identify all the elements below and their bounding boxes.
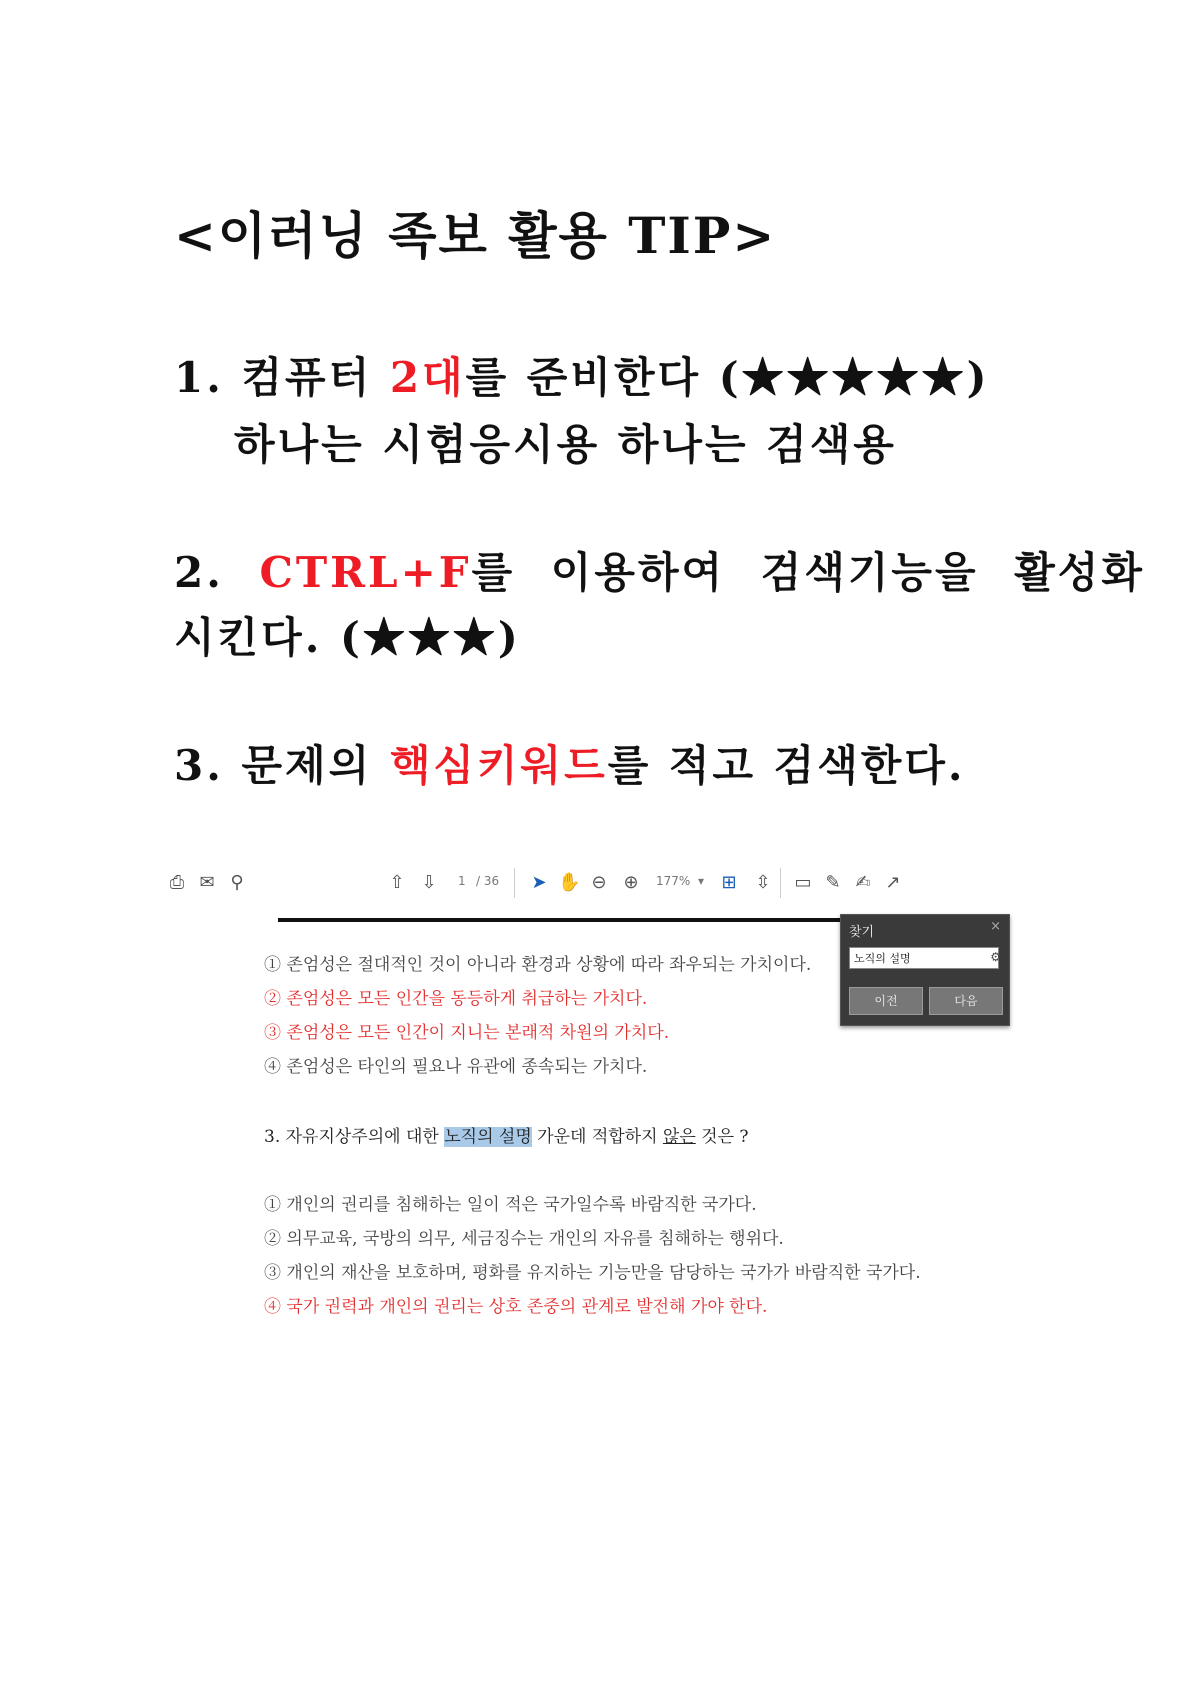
page-current[interactable]: 1	[458, 874, 466, 888]
close-icon[interactable]: ×	[990, 919, 1001, 934]
document-title: <이러닝 족보 활용 TIP>	[174, 206, 777, 265]
question-text: 3. 자유지상주의에 대한	[264, 1127, 445, 1147]
pen-icon[interactable]: ✎	[825, 872, 841, 893]
tip-text: 2.	[174, 548, 260, 597]
tip-text: 3. 문제의	[174, 741, 390, 790]
search-icon[interactable]: ⚲	[230, 872, 244, 893]
question-underline: 않은	[662, 1127, 696, 1147]
chevron-down-icon[interactable]: ▾	[698, 874, 705, 888]
mail-icon[interactable]: ✉	[199, 872, 215, 893]
pdf-viewer-screenshot	[160, 860, 1020, 1400]
search-highlight: 노직의 설명	[444, 1127, 532, 1147]
toolbar-divider	[514, 868, 515, 898]
select-arrow-icon[interactable]: ➤	[531, 872, 547, 893]
zoom-in-icon[interactable]: ⊕	[623, 872, 639, 893]
tip-text: 를 적고 검색한다.	[607, 741, 966, 790]
scroll-mode-icon[interactable]: ⇳	[755, 872, 771, 893]
tip-2-line-2: 시킨다. (★★★)	[174, 613, 521, 662]
tip-1-line-1	[174, 345, 989, 405]
tip-1-line-2: 하나는 시험응시용 하나는 검색용	[234, 420, 897, 469]
answer-line: ④ 국가 권력과 개인의 권리는 상호 존중의 관계로 발전해 가야 한다.	[264, 1297, 768, 1317]
option-line: ② 존엄성은 모든 인간을 동등하게 취급하는 가치다.	[264, 989, 648, 1009]
answer-line: ① 개인의 권리를 침해하는 일이 적은 국가일수록 바람직한 국가다.	[264, 1195, 757, 1215]
question-text: 가운데 적합하지	[531, 1127, 663, 1147]
find-title: 찾기	[849, 925, 875, 940]
find-panel	[840, 914, 1010, 1026]
fit-icon[interactable]: ⊞	[721, 872, 737, 893]
zoom-out-icon[interactable]: ⊖	[591, 872, 607, 893]
tip-text: 1. 컴퓨터	[174, 353, 390, 402]
option-line: ③ 존엄성은 모든 인간이 지니는 본래적 차원의 가치다.	[264, 1023, 670, 1043]
tip-2-line-1	[174, 540, 1145, 600]
option-line: ① 존엄성은 절대적인 것이 아니라 환경과 상황에 따라 좌우되는 가치이다.	[264, 955, 812, 975]
zoom-level[interactable]: 177%	[656, 874, 691, 888]
hand-icon[interactable]: ✋	[558, 872, 581, 893]
page-total: / 36	[476, 874, 500, 888]
share-icon[interactable]: ↗	[885, 872, 901, 893]
option-line: ④ 존엄성은 타인의 필요나 유관에 종속되는 가치다.	[264, 1057, 648, 1077]
tip-3-line-1	[174, 733, 966, 793]
question-text: 것은 ?	[695, 1127, 749, 1147]
comment-icon[interactable]: ▭	[794, 872, 812, 893]
page-down-icon[interactable]: ⇩	[421, 872, 437, 893]
tip-highlight: 핵심키워드	[389, 741, 608, 790]
page-up-icon[interactable]: ⇧	[389, 872, 405, 893]
tip-highlight: 2대	[389, 353, 466, 402]
print-icon[interactable]: ⎙	[169, 872, 185, 893]
question-line	[264, 1122, 749, 1147]
find-input[interactable]	[849, 947, 999, 969]
answer-line: ③ 개인의 재산을 보호하며, 평화를 유지하는 기능만을 담당하는 국가가 바람직한 국가다.	[264, 1263, 921, 1283]
toolbar-divider	[780, 868, 781, 898]
viewer-toolbar	[160, 860, 1020, 908]
answer-line: ② 의무교육, 국방의 의무, 세금징수는 개인의 자유를 침해하는 행위다.	[264, 1229, 784, 1249]
tip-text: 를 이용하여 검색기능을 활성화	[471, 548, 1145, 597]
page-top-rule	[278, 918, 848, 922]
tip-highlight: CTRL+F	[259, 548, 472, 597]
sign-icon[interactable]: ✍	[855, 872, 871, 893]
find-prev-button[interactable]: 이전	[849, 987, 923, 1015]
find-next-button[interactable]: 다음	[929, 987, 1003, 1015]
tip-text: 를 준비한다 (★★★★★)	[465, 353, 990, 402]
gear-icon[interactable]: ⚙	[990, 950, 1001, 964]
